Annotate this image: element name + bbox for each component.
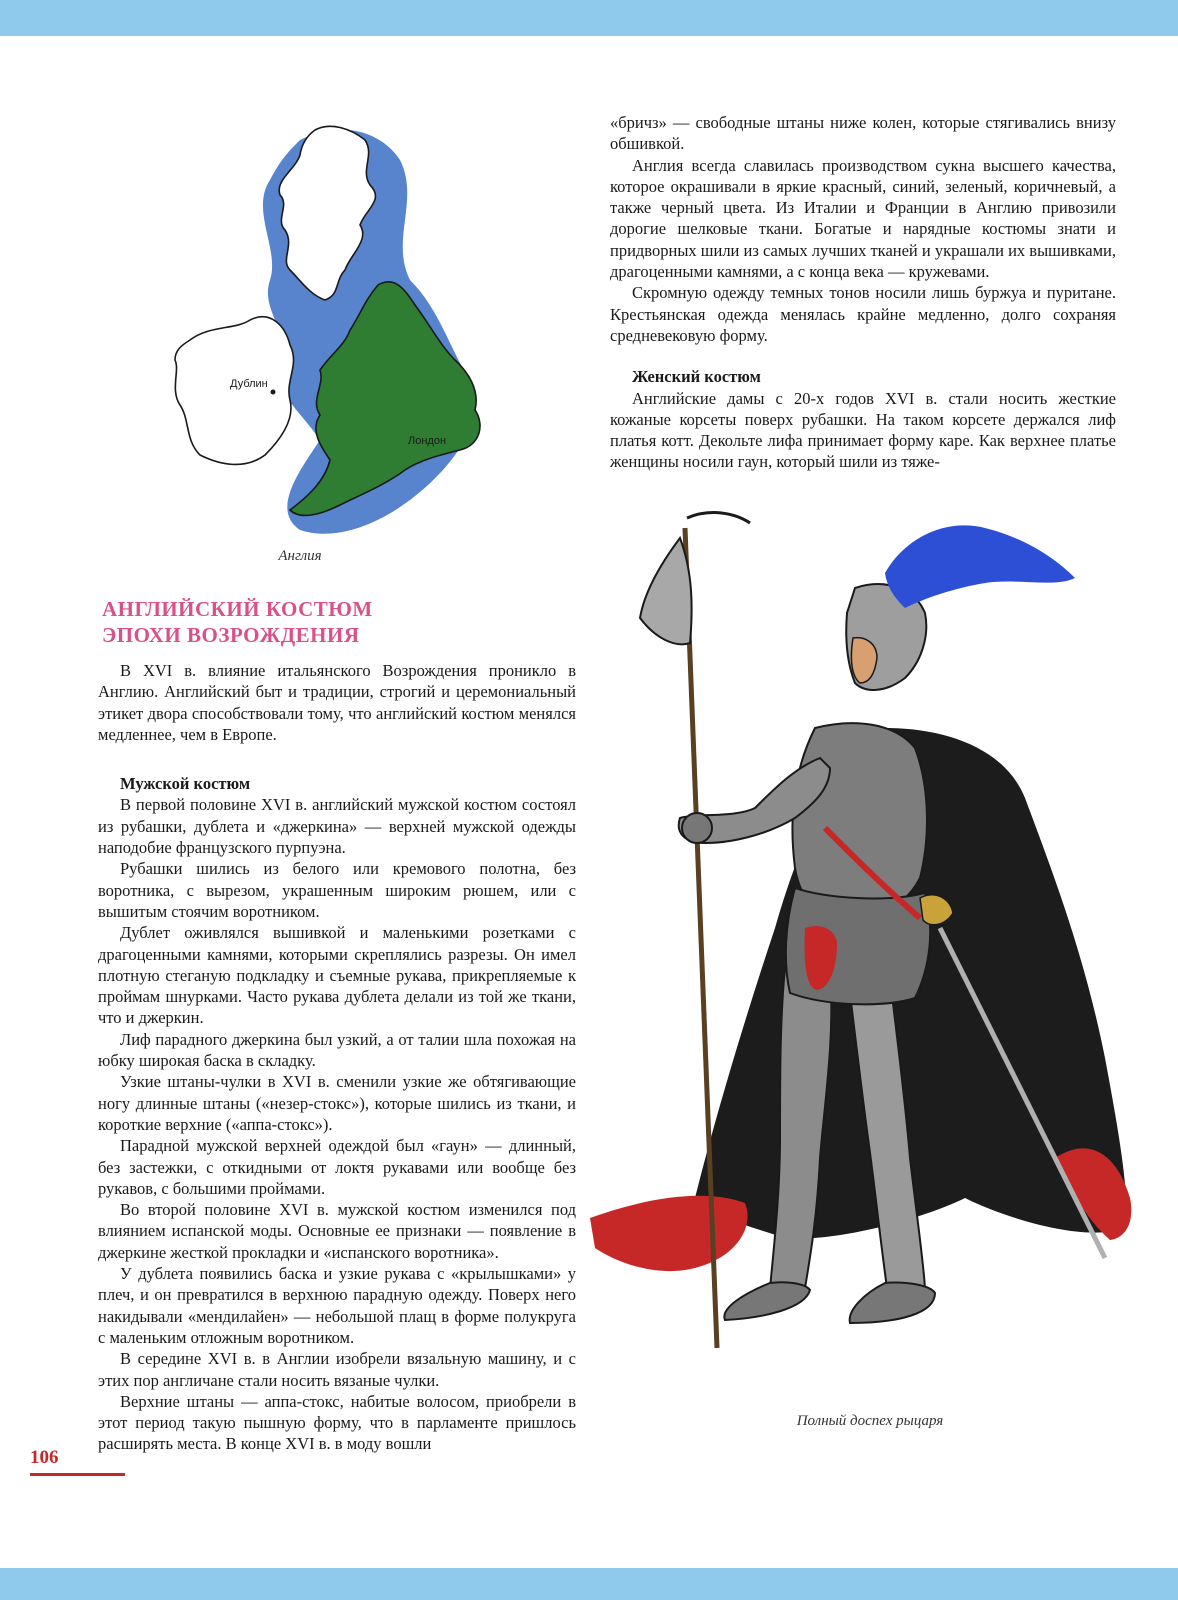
map-label-dublin: Дублин xyxy=(230,378,268,390)
fabric-paragraph: Англия всегда славилась производством сукна высшего качества, которое окрашивали в яркие красный, синий, зеленый, коричневый, а также черный цвета. Из Италии и Франции в Англию привозили дорогие шелковые ткани. Богатые и нарядные костюмы знати и придворных шили из самых лучших тканей и украшали их вышивками, драгоценными камнями, а с конца века — кружевами. xyxy=(610,155,1116,282)
men-paragraph-8: У дублета появились баска и узкие рукава с «крылышками» у плеч, и он превратился в верхнюю парадную одежду. Поверх него накидывали «мендилайен» — небольшой плащ в форме полукруга с маленьким отложным воротником. xyxy=(98,1264,576,1347)
men-paragraph-10: Верхние штаны — аппа-стокс, набитые волосом, приобрели в этот период такую пышную форму, что в парламенте пришлось расширять места. В конце XVI в. в моду вошли xyxy=(98,1391,576,1454)
men-paragraph-6: Парадной мужской верхней одеждой был «гаун» — длинный, без застежки, с откидными от локтя рукавами или вообще без рукавов, с большими проймами. xyxy=(98,1136,576,1198)
page-number: 106 xyxy=(30,1447,59,1468)
map-svg xyxy=(150,110,540,570)
ireland xyxy=(175,317,294,465)
page-number-rule xyxy=(30,1473,125,1476)
map-label-london: Лондон xyxy=(408,435,447,447)
halberd-hook xyxy=(687,513,750,523)
right-column xyxy=(610,112,1116,473)
breastplate xyxy=(792,723,927,918)
modest-paragraph: Скромную одежду темных тонов носили лишь буржуа и пуритане. Крестьянская одежда менялась крайне медленно, долго сохраняя средневековую форму. xyxy=(610,283,1116,345)
england-map xyxy=(150,110,540,570)
men-paragraph-1: В первой половине XVI в. английский мужской костюм состоял из рубашки, дублета и «джеркина» — верхней мужской одежды наподобие французского пурпуэна. xyxy=(98,795,576,858)
men-costume-heading: Мужской костюм xyxy=(120,774,251,794)
left-column xyxy=(98,660,576,1455)
continuation-paragraph: «бричз» — свободные штаны ниже колен, которые стягивались внизу обшивкой. xyxy=(610,113,1116,154)
gauntlet xyxy=(682,813,712,843)
intro-paragraph: В XVI в. влияние итальянского Возрождения проникло в Англию. Английский быт и традиции, строгий и церемониальный этикет двора способствовали тому, что английский костюм менялся медленнее, чем в Европе. xyxy=(98,661,576,744)
cloak-lining xyxy=(590,1196,748,1271)
heading-line-2: ЭПОХИ ВОЗРОЖДЕНИЯ xyxy=(102,623,360,647)
men-paragraph-5: Узкие штаны-чулки в XVI в. сменили узкие же обтягивающие ногу длинные штаны («незер-стокс»), которые шились из ткани, и короткие верхние («аппа-стокс»). xyxy=(98,1072,576,1134)
men-paragraph-3: Дублет оживлялся вышивкой и маленькими розетками с драгоценными камнями, которыми скреплялись разрезы. Он имел плотную стеганую подкладку и съемные рукава, прикрепляемые к проймам шнурками. Часто рукава дублета делали из той же ткани, что и джеркин. xyxy=(98,923,576,1028)
men-paragraph-4: Лиф парадного джеркина был узкий, а от талии шла похожая на юбку широкая баска в складку. xyxy=(98,1029,576,1071)
article-heading xyxy=(102,596,522,648)
knight-illustration xyxy=(585,498,1145,1398)
map-caption: Англия xyxy=(278,548,322,564)
men-paragraph-7: Во второй половине XVI в. мужской костюм изменился под влиянием испанской моды. Основные ее признаки — появление в джеркине жесткой прокладки и «испанского воротника». xyxy=(98,1200,576,1262)
men-paragraph-2: Рубашки шились из белого или кремового полотна, без воротника, с вырезом, украшенным широким рюшем, или с вышитым стоячим воротником. xyxy=(98,859,576,921)
illustration-caption: Полный доспех рыцаря xyxy=(796,1413,944,1429)
dublin-dot xyxy=(271,390,276,395)
halberd-blade xyxy=(640,538,692,644)
top-color-band xyxy=(0,0,1178,36)
blue-plume xyxy=(885,525,1075,608)
women-costume-heading: Женский костюм xyxy=(632,367,761,387)
women-paragraph-1: Английские дамы с 20-х годов XVI в. стали носить жесткие кожаные корсеты поверх рубашки. На таком корсете держался лиф платья котт. Декольте лифа принимает форму каре. Как верхнее платье женщины носили гаун, который шили из тяже- xyxy=(610,388,1116,472)
bottom-color-band xyxy=(0,1568,1178,1600)
men-paragraph-9: В середине XVI в. в Англии изобрели вязальную машину, и с этих пор англичане стали носить вязаные чулки. xyxy=(98,1349,576,1390)
heading-line-1: АНГЛИЙСКИЙ КОСТЮМ xyxy=(102,597,373,621)
knight-svg xyxy=(585,498,1145,1398)
right-foot xyxy=(850,1282,935,1323)
left-foot xyxy=(724,1282,810,1320)
